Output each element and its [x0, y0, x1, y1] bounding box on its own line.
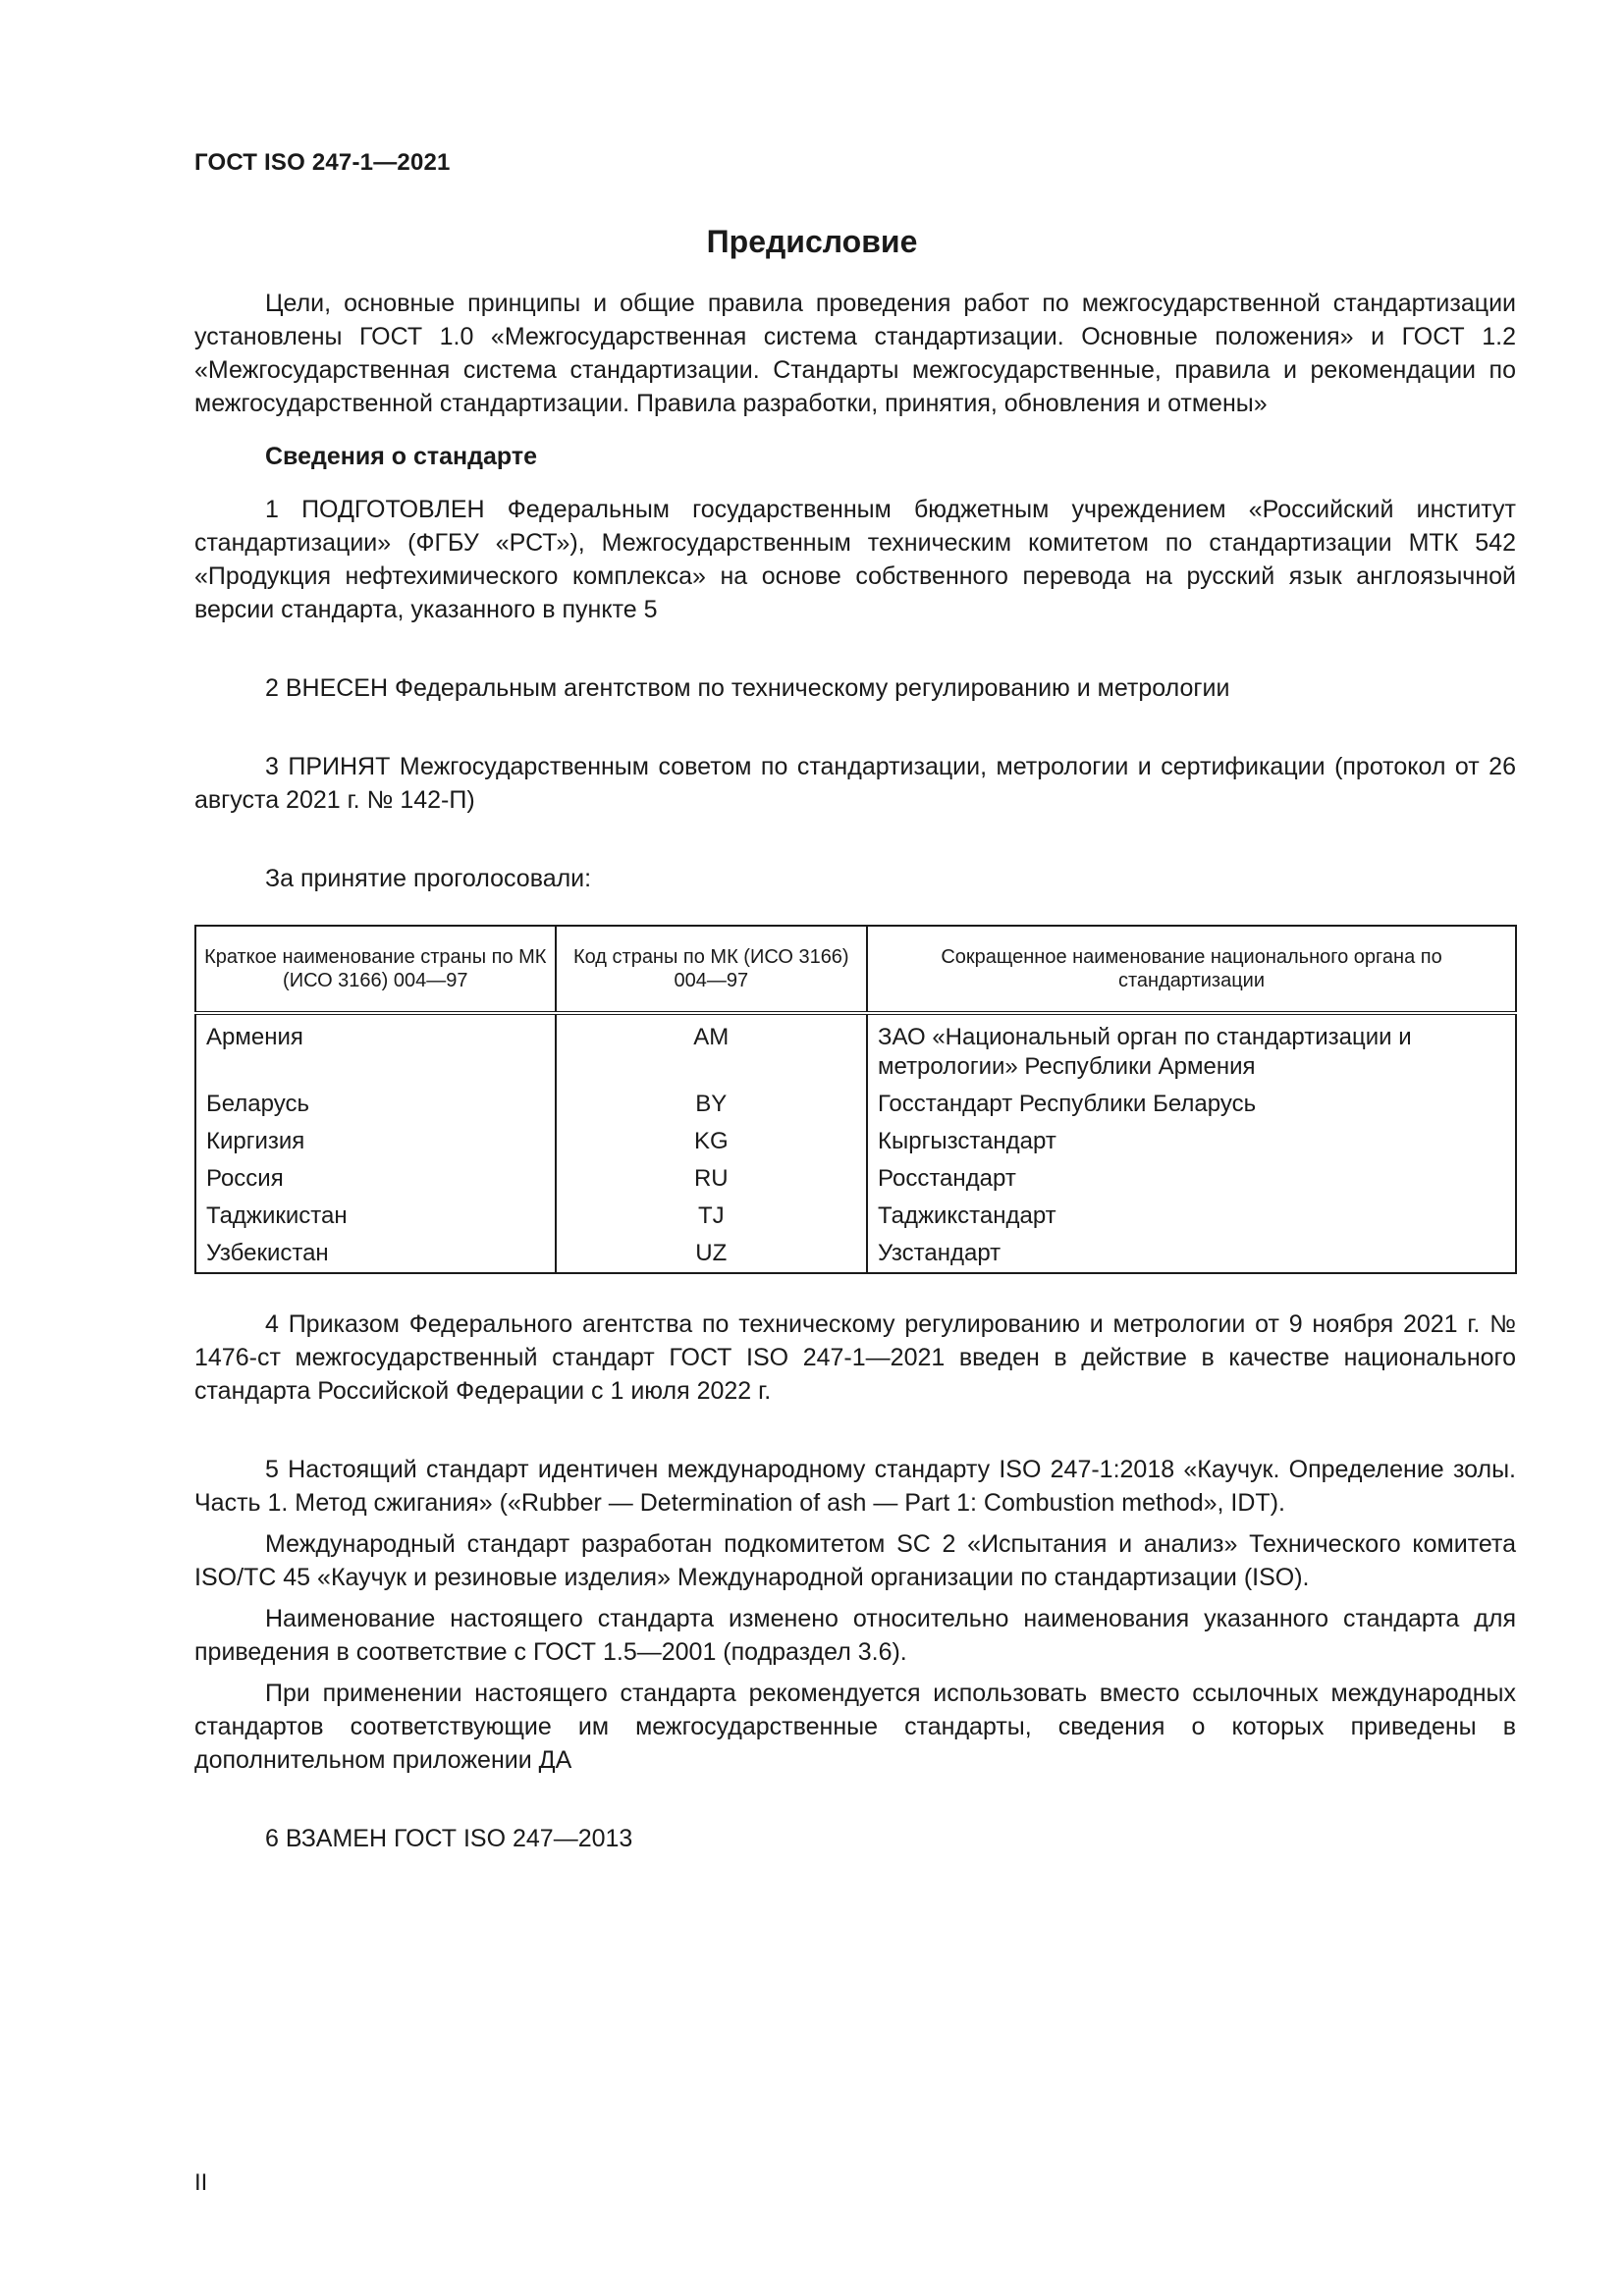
- country-code: RU: [556, 1156, 867, 1194]
- country-name: Россия: [195, 1156, 556, 1194]
- item-5-paragraph: 5 Настоящий стандарт идентичен международному стандарту ISO 247-1:2018 «Каучук. Определение золы. Часть 1. Метод сжигания» («Rubber — Determination of ash — Part 1: Combustion method», IDT).: [194, 1456, 1516, 1517]
- voting-countries-table: [194, 925, 1517, 1274]
- standards-body: Госстандарт Республики Беларусь: [867, 1082, 1516, 1119]
- country-code: UZ: [556, 1231, 867, 1273]
- table-row: [195, 1013, 1516, 1082]
- country-code: AM: [556, 1013, 867, 1082]
- standards-body: Таджикстандарт: [867, 1194, 1516, 1231]
- table-header-country: Краткое наименование страны по МК (ИСО 3166) 004—97: [195, 926, 556, 1013]
- document-code-header: ГОСТ ISO 247-1—2021: [194, 149, 451, 176]
- country-name: Киргизия: [195, 1119, 556, 1156]
- page-title: Предисловие: [706, 224, 918, 259]
- standards-body: ЗАО «Национальный орган по стандартизации и метрологии» Республики Армения: [867, 1013, 1516, 1082]
- country-name: Армения: [195, 1013, 556, 1082]
- table-row: [195, 1194, 1516, 1231]
- table-row: [195, 1231, 1516, 1273]
- item-5-application-paragraph: При применении настоящего стандарта рекомендуется использовать вместо ссылочных международных стандартов соответствующие им межгосударственные стандарты, сведения о которых приведены в дополнительном приложении ДА: [194, 1680, 1516, 1774]
- item-3-paragraph: 3 ПРИНЯТ Межгосударственным советом по стандартизации, метрологии и сертификации (протокол от 26 августа 2021 г. № 142-П): [194, 753, 1516, 814]
- intro-paragraph: Цели, основные принципы и общие правила проведения работ по межгосударственной стандартизации установлены ГОСТ 1.0 «Межгосударственная система стандартизации. Основные положения» и ГОСТ 1.2 «Межгосударственная система стандартизации. Стандарты межгосударственные, правила и рекомендации по межгосударственной стандартизации. Правила разработки, принятия, обновления и отмены»: [194, 290, 1516, 417]
- table-header-code: Код страны по МК (ИСО 3166) 004—97: [556, 926, 867, 1013]
- item-5-developer-paragraph: Международный стандарт разработан подкомитетом SC 2 «Испытания и анализ» Технического комитета ISO/TC 45 «Каучук и резиновые изделия» Международной организации по стандартизации (ISO).: [194, 1530, 1516, 1591]
- item-4-paragraph: 4 Приказом Федерального агентства по техническому регулированию и метрологии от 9 ноября 2021 г. № 1476-ст межгосударственный стандарт ГОСТ ISO 247-1—2021 введен в действие в качестве национального стандарта Российской Федерации с 1 июля 2022 г.: [194, 1310, 1516, 1405]
- standards-body: Кыргызстандарт: [867, 1119, 1516, 1156]
- foreword-content: [194, 287, 1516, 1855]
- table-row: [195, 1156, 1516, 1194]
- standards-body: Росстандарт: [867, 1156, 1516, 1194]
- vote-intro: За принятие проголосовали:: [265, 865, 592, 892]
- country-name: Таджикистан: [195, 1194, 556, 1231]
- section-subheading: Сведения о стандарте: [265, 443, 538, 470]
- table-row: [195, 1119, 1516, 1156]
- country-name: Беларусь: [195, 1082, 556, 1119]
- table-header-body: Сокращенное наименование национального органа по стандартизации: [867, 926, 1516, 1013]
- standards-body: Узстандарт: [867, 1231, 1516, 1273]
- country-name: Узбекистан: [195, 1231, 556, 1273]
- country-code: BY: [556, 1082, 867, 1119]
- item-2-paragraph: 2 ВНЕСЕН Федеральным агентством по техническому регулированию и метрологии: [265, 674, 1230, 702]
- item-6-paragraph: 6 ВЗАМЕН ГОСТ ISO 247—2013: [265, 1825, 633, 1852]
- item-5-name-change-paragraph: Наименование настоящего стандарта изменено относительно наименования указанного стандарта для приведения в соответствие с ГОСТ 1.5—2001 (подраздел 3.6).: [194, 1605, 1516, 1666]
- item-1-paragraph: 1 ПОДГОТОВЛЕН Федеральным государственным бюджетным учреждением «Российский институт стандартизации» (ФГБУ «РСТ»), Межгосударственным техническим комитетом по стандартизации МТК 542 «Продукция нефтехимического комплекса» на основе собственного перевода на русский язык англоязычной версии стандарта, указанного в пункте 5: [194, 496, 1516, 623]
- country-code: TJ: [556, 1194, 867, 1231]
- country-code: KG: [556, 1119, 867, 1156]
- table-row: [195, 1082, 1516, 1119]
- page-number: II: [194, 2169, 208, 2196]
